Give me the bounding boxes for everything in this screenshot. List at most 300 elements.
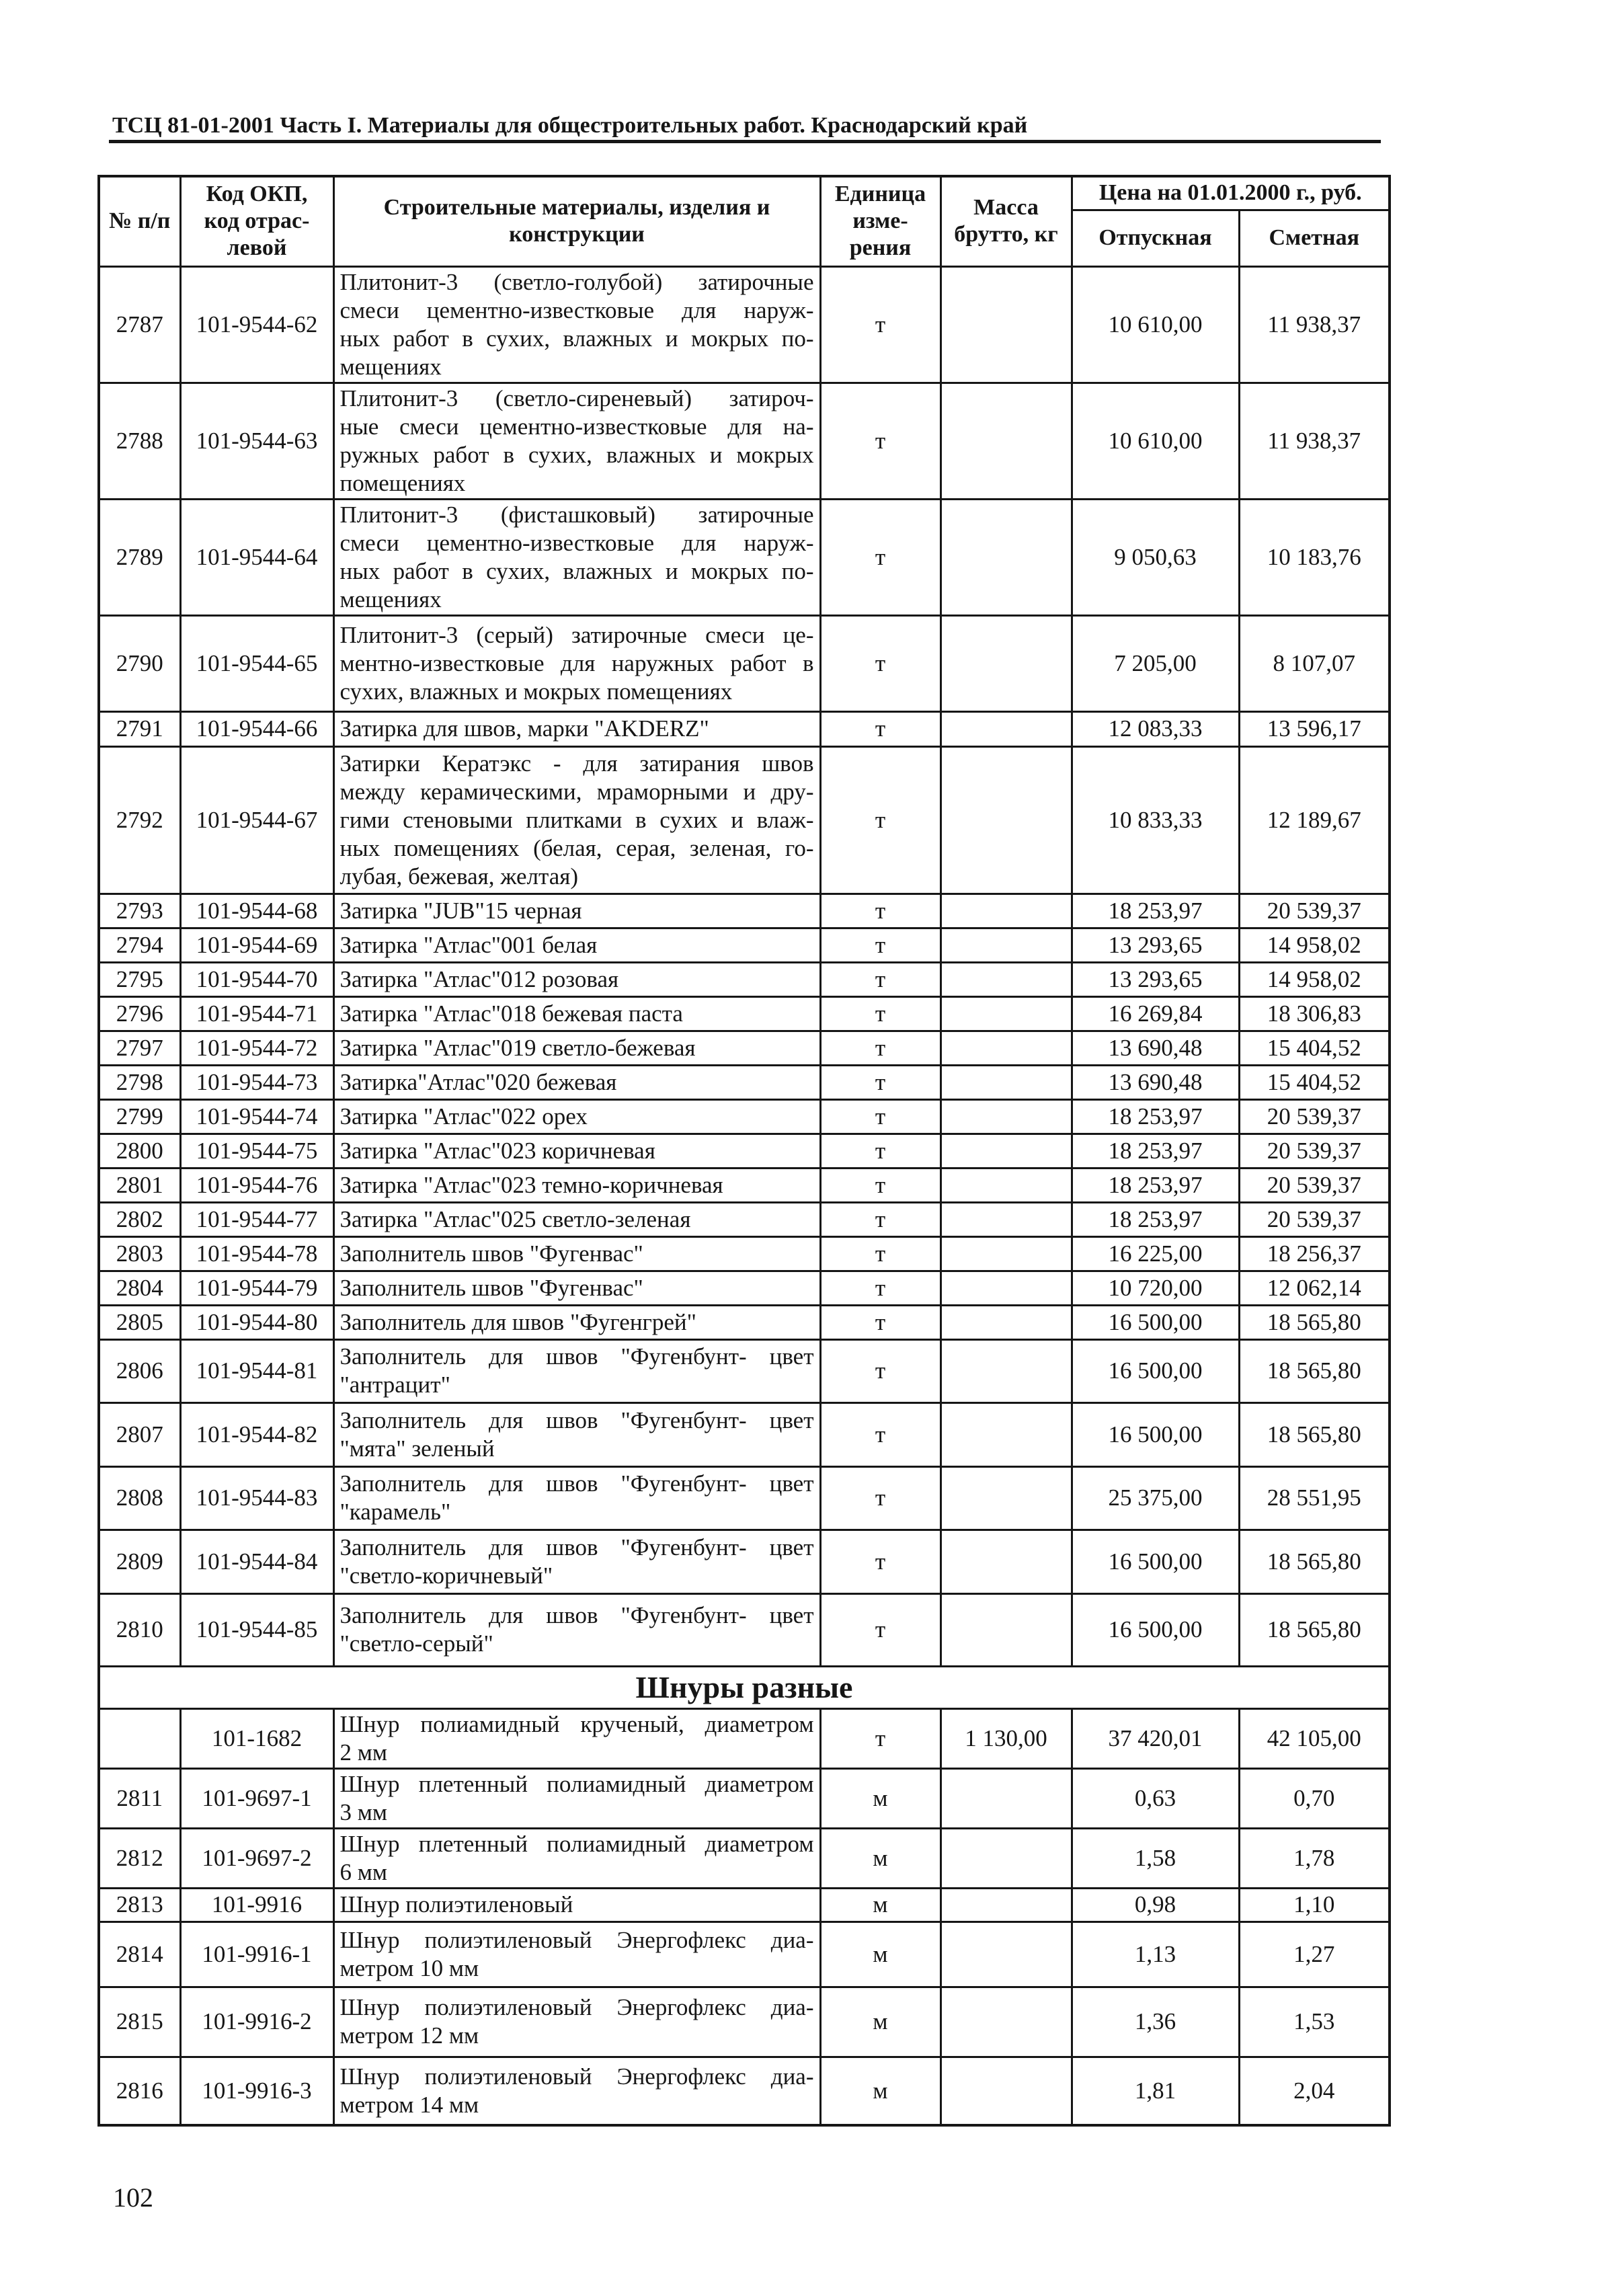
table-row [99,996,1390,1031]
cell-price-release: 18 253,97 [1072,894,1239,928]
cell-price-estimate: 1,78 [1239,1828,1390,1888]
cell-material [333,1828,820,1888]
cell-unit: т [820,711,940,746]
material-line: Затирка для швов, марки "AKDERZ" [339,715,709,742]
price-table [97,175,1391,2127]
cell-code: 101-9697-2 [180,1828,333,1888]
cell-number: 2792 [99,746,180,894]
cell-mass [940,962,1072,996]
cell-code: 101-9544-83 [180,1466,333,1530]
material-line: Заполнитель для швов "Фугенбунт- цвет [339,1343,814,1370]
cell-unit: т [820,1236,940,1271]
cell-mass [940,1339,1072,1402]
cell-price-estimate: 8 107,07 [1239,615,1390,711]
table-row [99,711,1390,746]
cell-mass [940,2057,1072,2125]
material-line: ные смеси цементно-известковые для на- [339,413,814,440]
material-line: Затирка "Атлас"019 светло-бежевая [339,1034,696,1061]
material-line: "светло-коричневый" [339,1562,553,1589]
material-line: 2 мм [339,1739,388,1766]
table-row [99,1768,1390,1828]
material-line: Плитонит-3 (светло-голубой) затирочные [339,268,814,295]
cell-number: 2801 [99,1168,180,1202]
material-line: Плитонит-3 (серый) затирочные смеси це- [339,621,814,648]
cell-unit: т [820,499,940,615]
cell-price-release: 10 720,00 [1072,1271,1239,1305]
cell-material [333,1987,820,2057]
cell-price-estimate: 18 565,80 [1239,1305,1390,1339]
cell-price-release: 10 610,00 [1072,383,1239,499]
cell-unit: т [820,996,940,1031]
cell-price-estimate: 20 539,37 [1239,1202,1390,1236]
material-line: помещениях [339,469,466,496]
cell-code: 101-9697-1 [180,1768,333,1828]
material-line: Затирка "JUB"15 черная [339,897,582,924]
cell-mass [940,1168,1072,1202]
cell-price-estimate: 18 256,37 [1239,1236,1390,1271]
cell-price-release: 18 253,97 [1072,1099,1239,1134]
cell-unit: м [820,1828,940,1888]
table-row [99,1339,1390,1402]
cell-mass: 1 130,00 [940,1708,1072,1768]
cell-unit: м [820,2057,940,2125]
header-rule [109,140,1381,143]
cell-code: 101-9544-77 [180,1202,333,1236]
cell-code: 101-9544-84 [180,1530,333,1593]
table-row [99,615,1390,711]
cell-number: 2812 [99,1828,180,1888]
cell-price-estimate: 20 539,37 [1239,1134,1390,1168]
cell-code: 101-9544-62 [180,266,333,383]
cell-unit: т [820,1202,940,1236]
table-row [99,1271,1390,1305]
cell-code: 101-9544-73 [180,1065,333,1099]
cell-number: 2795 [99,962,180,996]
cell-material [333,962,820,996]
material-line: сухих, влажных и мокрых помещениях [339,678,733,705]
cell-number: 2789 [99,499,180,615]
material-line: 3 мм [339,1798,388,1825]
cell-price-release: 13 293,65 [1072,962,1239,996]
material-line: 6 мм [339,1858,388,1885]
cell-code: 101-9916-2 [180,1987,333,2057]
cell-unit: т [820,746,940,894]
material-line: Шнур плетенный полиамидный диаметром [339,1830,814,1857]
table-row [99,746,1390,894]
cell-code: 101-9544-85 [180,1593,333,1666]
cell-material [333,928,820,962]
cell-number: 2799 [99,1099,180,1134]
col-header-price-estimate: Сметная [1239,210,1390,266]
cell-price-estimate: 18 565,80 [1239,1339,1390,1402]
cell-material [333,894,820,928]
table-row [99,1168,1390,1202]
cell-code: 101-9544-64 [180,499,333,615]
table-row [99,499,1390,615]
cell-unit: м [820,1768,940,1828]
cell-number: 2791 [99,711,180,746]
table-row [99,1828,1390,1888]
table-row [99,1593,1390,1666]
material-line: Заполнитель для швов "Фугенбунт- цвет [339,1602,814,1628]
cell-number: 2811 [99,1768,180,1828]
material-line: "карамель" [339,1499,451,1525]
running-header: ТСЦ 81-01-2001 Часть I. Материалы для общестроительных работ. Краснодарский край [112,113,1028,138]
col-header-number: № п/п [99,176,180,266]
col-header-unit-line: рения [849,235,912,261]
table-row [99,266,1390,383]
col-header-price: Цена на 01.01.2000 г., руб. [1072,176,1390,210]
cell-mass [940,711,1072,746]
cell-number: 2816 [99,2057,180,2125]
cell-code: 101-9544-75 [180,1134,333,1168]
material-line: Затирки Кератэкс - для затирания швов [339,750,814,777]
material-line: Заполнитель для швов "Фугенбунт- цвет [339,1407,814,1433]
material-line: Шнур полиэтиленовый [339,1891,573,1917]
cell-mass [940,1065,1072,1099]
cell-unit: т [820,1271,940,1305]
cell-material [333,1168,820,1202]
cell-unit: т [820,928,940,962]
material-line: Шнур полиэтиленовый Энергофлекс диа- [339,1926,814,1953]
cell-material [333,615,820,711]
cell-price-estimate: 42 105,00 [1239,1708,1390,1768]
material-line: Затирка "Атлас"001 белая [339,931,598,958]
cell-number: 2814 [99,1922,180,1987]
cell-price-release: 16 225,00 [1072,1236,1239,1271]
cell-unit: м [820,1922,940,1987]
cell-unit: т [820,1134,940,1168]
cell-code: 101-9544-72 [180,1031,333,1065]
table-row [99,1202,1390,1236]
material-line: метром 14 мм [339,2091,479,2118]
cell-price-estimate: 18 565,80 [1239,1593,1390,1666]
cell-price-estimate: 13 596,17 [1239,711,1390,746]
cell-number: 2805 [99,1305,180,1339]
cell-mass [940,1271,1072,1305]
cell-number: 2794 [99,928,180,962]
cell-price-release: 18 253,97 [1072,1168,1239,1202]
table-body [99,266,1390,2125]
cell-number: 2810 [99,1593,180,1666]
cell-unit: т [820,1168,940,1202]
cell-price-estimate: 20 539,37 [1239,894,1390,928]
material-line: Шнур полиэтиленовый Энергофлекс диа- [339,1994,814,2020]
cell-price-release: 1,36 [1072,1987,1239,2057]
cell-material [333,1402,820,1466]
cell-unit: т [820,266,940,383]
cell-unit: т [820,1099,940,1134]
cell-unit: т [820,1593,940,1666]
cell-price-estimate: 2,04 [1239,2057,1390,2125]
cell-material [333,1099,820,1134]
cell-code: 101-9544-81 [180,1339,333,1402]
cell-mass [940,928,1072,962]
cell-number: 2803 [99,1236,180,1271]
cell-code: 101-9544-76 [180,1168,333,1202]
material-line: Плитонит-3 (светло-сиреневый) затироч- [339,385,814,411]
cell-number: 2808 [99,1466,180,1530]
cell-mass [940,1593,1072,1666]
material-line: Затирка "Атлас"022 орех [339,1103,588,1130]
cell-number: 2813 [99,1888,180,1922]
material-line: Затирка "Атлас"018 бежевая паста [339,1000,683,1027]
cell-number: 2807 [99,1402,180,1466]
cell-mass [940,1530,1072,1593]
cell-unit: м [820,1888,940,1922]
cell-mass [940,1099,1072,1134]
material-line: метром 10 мм [339,1954,479,1981]
cell-number [99,1708,180,1768]
cell-mass [940,1922,1072,1987]
section-title: Шнуры разные [99,1666,1390,1708]
cell-price-estimate: 10 183,76 [1239,499,1390,615]
cell-mass [940,1305,1072,1339]
cell-material [333,1466,820,1530]
cell-price-estimate: 18 565,80 [1239,1530,1390,1593]
cell-price-release: 1,81 [1072,2057,1239,2125]
cell-number: 2793 [99,894,180,928]
cell-code: 101-9544-79 [180,1271,333,1305]
cell-price-release: 1,13 [1072,1922,1239,1987]
cell-number: 2798 [99,1065,180,1099]
col-header-code [180,176,333,266]
material-line: Шнур плетенный полиамидный диаметром [339,1770,814,1797]
col-header-code-line: Код ОКП, [206,182,308,207]
material-line: ментно-известковые для наружных работ в [339,649,814,676]
cell-number: 2806 [99,1339,180,1402]
material-line: метром 12 мм [339,2022,479,2049]
table-row [99,962,1390,996]
cell-material [333,1530,820,1593]
cell-number: 2796 [99,996,180,1031]
material-line: Шнур полиамидный крученый, диаметром [339,1710,814,1737]
cell-mass [940,1888,1072,1922]
cell-material [333,1708,820,1768]
cell-material [333,746,820,894]
cell-material [333,2057,820,2125]
cell-price-estimate: 18 306,83 [1239,996,1390,1031]
cell-price-release: 16 500,00 [1072,1530,1239,1593]
col-header-mass-line: Масса [973,195,1039,221]
table-row [99,1134,1390,1168]
cell-price-release: 7 205,00 [1072,615,1239,711]
cell-price-release: 16 500,00 [1072,1593,1239,1666]
col-header-code-line: левой [227,235,287,261]
cell-price-release: 0,63 [1072,1768,1239,1828]
table-row [99,1530,1390,1593]
cell-material [333,1202,820,1236]
cell-price-release: 16 500,00 [1072,1339,1239,1402]
cell-price-estimate: 1,27 [1239,1922,1390,1987]
cell-price-release: 0,98 [1072,1888,1239,1922]
cell-price-estimate: 20 539,37 [1239,1099,1390,1134]
table-row [99,1402,1390,1466]
cell-code: 101-9544-67 [180,746,333,894]
material-line: Заполнитель для швов "Фугенгрей" [339,1308,696,1335]
cell-code: 101-9544-69 [180,928,333,962]
cell-unit: т [820,1708,940,1768]
cell-price-estimate: 14 958,02 [1239,962,1390,996]
cell-price-estimate: 20 539,37 [1239,1168,1390,1202]
cell-unit: т [820,1402,940,1466]
cell-unit: т [820,1305,940,1339]
cell-material [333,383,820,499]
material-line: "антрацит" [339,1372,450,1398]
cell-unit: т [820,894,940,928]
cell-price-estimate: 28 551,95 [1239,1466,1390,1530]
cell-price-release: 13 690,48 [1072,1031,1239,1065]
cell-unit: м [820,1987,940,2057]
col-header-code-line: код отрас- [204,208,310,234]
table-row [99,1031,1390,1065]
cell-mass [940,499,1072,615]
material-line: Заполнитель швов "Фугенвас" [339,1274,643,1301]
table-row [99,1708,1390,1768]
cell-number: 2815 [99,1987,180,2057]
col-header-mass [940,176,1072,266]
page-number: 102 [113,2182,153,2213]
col-header-material-line: Строительные материалы, изделия и [383,195,770,221]
col-header-unit-line: Единица [834,182,926,207]
cell-unit: т [820,1065,940,1099]
cell-price-estimate: 1,53 [1239,1987,1390,2057]
material-line: Затирка "Атлас"023 коричневая [339,1137,655,1164]
cell-mass [940,266,1072,383]
cell-material [333,266,820,383]
material-line: Затирка "Атлас"012 розовая [339,965,619,992]
cell-material [333,1031,820,1065]
cell-unit: т [820,383,940,499]
cell-code: 101-9544-65 [180,615,333,711]
table-row [99,928,1390,962]
table-row [99,1236,1390,1271]
material-line: "светло-серый" [339,1630,493,1657]
cell-mass [940,746,1072,894]
cell-material [333,1593,820,1666]
cell-number: 2804 [99,1271,180,1305]
cell-price-estimate: 14 958,02 [1239,928,1390,962]
table-row [99,2057,1390,2125]
table-row [99,1987,1390,2057]
table-header-row [99,176,1390,210]
cell-mass [940,383,1072,499]
cell-material [333,1134,820,1168]
cell-mass [940,894,1072,928]
material-line: мещениях [339,353,442,380]
cell-number: 2800 [99,1134,180,1168]
cell-material [333,499,820,615]
cell-code: 101-9916-3 [180,2057,333,2125]
material-line: ных помещениях (белая, серая, зеленая, го- [339,834,814,861]
cell-mass [940,1402,1072,1466]
cell-code: 101-9544-80 [180,1305,333,1339]
table-row [99,1466,1390,1530]
material-line: Затирка "Атлас"025 светло-зеленая [339,1205,691,1232]
cell-price-estimate: 18 565,80 [1239,1402,1390,1466]
cell-price-release: 16 269,84 [1072,996,1239,1031]
material-line: Заполнитель швов "Фугенвас" [339,1240,643,1267]
cell-code: 101-9916-1 [180,1922,333,1987]
cell-price-release: 10 610,00 [1072,266,1239,383]
cell-number: 2809 [99,1530,180,1593]
cell-material [333,1065,820,1099]
table-row [99,1099,1390,1134]
cell-mass [940,1236,1072,1271]
cell-price-estimate: 11 938,37 [1239,383,1390,499]
cell-unit: т [820,615,940,711]
table-row [99,383,1390,499]
cell-mass [940,1768,1072,1828]
section-row [99,1666,1390,1708]
cell-material [333,711,820,746]
cell-price-estimate: 12 189,67 [1239,746,1390,894]
cell-material [333,1922,820,1987]
cell-price-estimate: 1,10 [1239,1888,1390,1922]
cell-price-release: 13 690,48 [1072,1065,1239,1099]
table-header [99,176,1390,266]
cell-code: 101-9544-74 [180,1099,333,1134]
material-line: Затирка"Атлас"020 бежевая [339,1068,617,1095]
cell-material [333,996,820,1031]
cell-price-release: 9 050,63 [1072,499,1239,615]
material-line: Затирка "Атлас"023 темно-коричневая [339,1171,723,1198]
table-row [99,1065,1390,1099]
cell-mass [940,1031,1072,1065]
material-line: лубая, бежевая, желтая) [339,863,579,889]
material-line: смеси цементно-известковые для наруж- [339,529,814,556]
cell-number: 2788 [99,383,180,499]
table-row [99,1888,1390,1922]
cell-price-release: 16 500,00 [1072,1305,1239,1339]
material-line: смеси цементно-известковые для наруж- [339,296,814,323]
cell-material [333,1305,820,1339]
cell-code: 101-9544-82 [180,1402,333,1466]
cell-price-release: 13 293,65 [1072,928,1239,962]
cell-price-release: 16 500,00 [1072,1402,1239,1466]
col-header-material [333,176,820,266]
material-line: ных работ в сухих, влажных и мокрых по- [339,325,814,352]
cell-mass [940,1987,1072,2057]
material-line: Плитонит-3 (фисташковый) затирочные [339,501,814,528]
cell-price-release: 1,58 [1072,1828,1239,1888]
material-line: гими стеновыми плитками в сухих и влаж- [339,806,814,833]
material-line: Заполнитель для швов "Фугенбунт- цвет [339,1534,814,1560]
cell-price-release: 12 083,33 [1072,711,1239,746]
col-header-material-line: конструкции [509,222,645,247]
cell-number: 2787 [99,266,180,383]
cell-mass [940,1466,1072,1530]
table-row [99,894,1390,928]
material-line: между керамическими, мраморными и дру- [339,778,814,805]
col-header-price-release: Отпускная [1072,210,1239,266]
cell-code: 101-9544-68 [180,894,333,928]
cell-price-estimate: 15 404,52 [1239,1065,1390,1099]
material-line: ных работ в сухих, влажных и мокрых по- [339,557,814,584]
cell-price-estimate: 11 938,37 [1239,266,1390,383]
table-row [99,1922,1390,1987]
cell-code: 101-9544-66 [180,711,333,746]
cell-mass [940,1202,1072,1236]
material-line: Заполнитель для швов "Фугенбунт- цвет [339,1470,814,1497]
table-row [99,1305,1390,1339]
material-line: "мята" зеленый [339,1435,495,1462]
cell-number: 2797 [99,1031,180,1065]
col-header-unit [820,176,940,266]
cell-mass [940,615,1072,711]
cell-code: 101-9544-70 [180,962,333,996]
cell-number: 2802 [99,1202,180,1236]
